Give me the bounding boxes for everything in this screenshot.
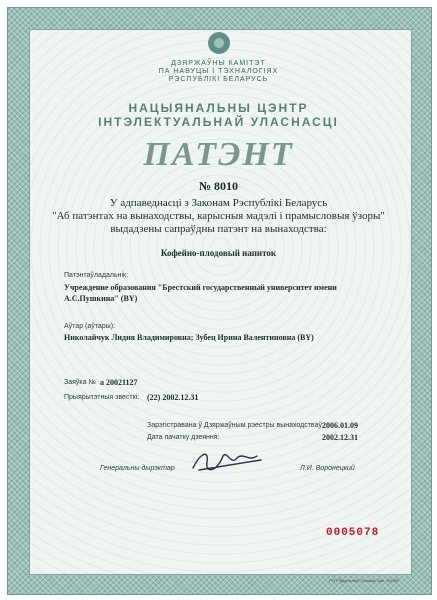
application-label: Заяўка №	[64, 379, 96, 386]
legal-text-line-2: "Аб патэнтах на вынаходствы, карысныя мадэлі і прамысловыя ўзоры"	[52, 210, 385, 222]
document-title: ПАТЭНТ	[143, 136, 294, 173]
legal-text-line-1: У адпаведнасці з Законам Рэспублікі Беларусь	[109, 197, 328, 209]
authors-value: Николайчук Лидия Владимировна; Зубец Ирина Валентиновна (BY)	[64, 333, 314, 342]
serial-number: 0005078	[326, 527, 380, 539]
signatory-name: Л.И. Воронецкий	[300, 465, 355, 472]
handwritten-signature	[187, 444, 267, 478]
agency-line-3: РЭСПУБЛІКІ БЕЛАРУСЬ	[168, 76, 269, 83]
agency-line-1: ДЗЯРЖАЎНЫ КАМІТЭТ	[171, 60, 266, 67]
start-date-label: Дата пачатку дзеяння:	[147, 434, 220, 441]
center-name-line-1: НАЦЫЯНАЛЬНЫ ЦЭНТР	[128, 101, 309, 115]
signatory-role: Генеральны дырэктар	[100, 465, 175, 472]
patent-number: № 8010	[198, 179, 239, 193]
authors-label: Аўтар (аўтары):	[64, 323, 115, 330]
application-value: a 20021127	[100, 378, 138, 387]
registered-value: 2006.01.09	[322, 421, 358, 430]
invention-title: Кофейно-плодовый напиток	[160, 248, 277, 258]
start-date-value: 2002.12.31	[322, 433, 358, 442]
state-emblem-icon	[208, 32, 230, 54]
priority-label: Прыярытэтныя звесткі:	[64, 394, 140, 401]
holder-value-line-2: А.С.Пушкина" (BY)	[64, 294, 138, 303]
printer-note: РУП "Криптотех" Гознака. Зак. 304-05	[329, 578, 399, 583]
registered-label: Зарэгістравана ў Дзяржаўным рэестры вынаходстваў:	[147, 422, 324, 429]
agency-line-2: ПА НАВУЦЫ І ТЭХНАЛОГІЯХ	[158, 68, 279, 75]
priority-value: (22) 2002.12.31	[147, 393, 199, 402]
holder-value-line-1: Учреждение образования "Брестский государственный университет имени	[64, 283, 337, 292]
holder-label: Патэнтаўладальнік:	[64, 272, 129, 279]
legal-text-line-3: выдадзены сапраўдны патэнт на вынаходства:	[110, 223, 327, 235]
center-name-line-2: ІНТЭЛЕКТУАЛЬНАЙ УЛАСНАСЦІ	[98, 115, 339, 129]
